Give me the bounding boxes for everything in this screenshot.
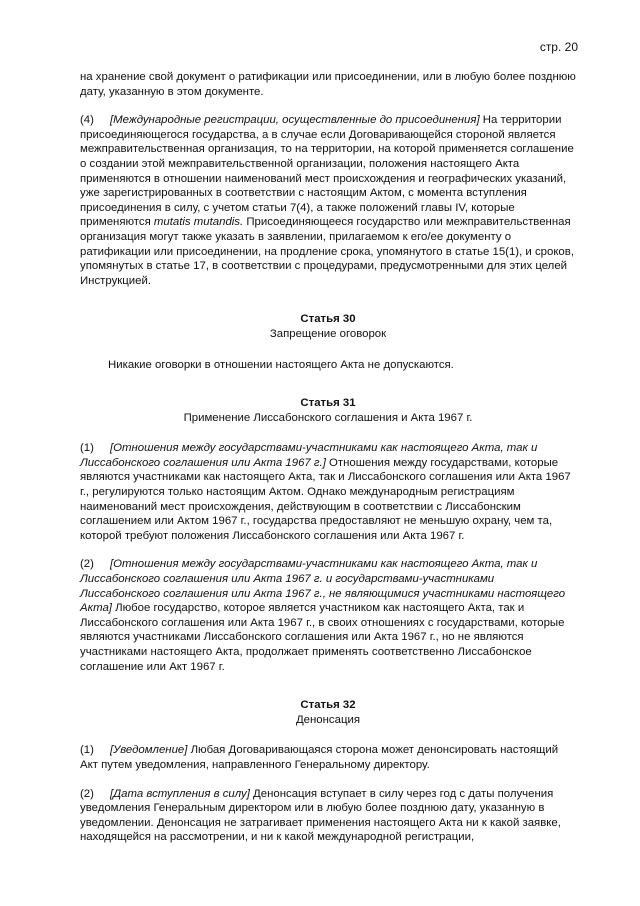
intro-paragraph: на хранение свой документ о ратификации или присоединении, или в любую более позднюю дату, указанную в этом документе.: [80, 71, 576, 98]
article-subtitle: Запрещение оговорок: [269, 327, 387, 340]
page-number: стр. 20: [539, 40, 578, 54]
article-subtitle: Денонсация: [295, 713, 361, 726]
article-31-paragraph-1: [80, 441, 576, 543]
article-title: Статья 30: [300, 313, 356, 326]
paragraph-text: Любая Договаривающаяся сторона может денонсировать настоящий Акт путем уведомления, направленного Генеральному директору.: [80, 744, 559, 771]
paragraph-text: На территории присоединяющегося государства, а в случае если Договаривающейся стороной является межправительственная организация, то на территории, на которой применяется соглашение о создании этой межправительственной организации, положения настоящего Акта применяются в отношении наименований мест происхождения и географических указаний, уже зарегистрированных в соответствии с настоящим Актом, с момента вступления присоединения в силу, с учетом статьи 7(4), а также положений главы IV, которые применяются: [80, 114, 574, 229]
latin-phrase: mutatis mutandis.: [153, 216, 244, 229]
article-32-paragraph-2: [80, 787, 576, 845]
article-title: Статья 31: [300, 397, 356, 410]
paragraph-number: (2): [80, 558, 94, 571]
paragraph-heading: [Отношения между государствами-участниками как настоящего Акта, так и Лиссабонского соглашения или Акта 1967 г. и государствами-участниками Лиссабонского соглашения или Акта 1967 г., не являющимися участниками настоящего Акта]: [80, 558, 566, 615]
paragraph-heading: [Дата вступления в силу]: [110, 787, 250, 800]
article-31-paragraph-2: [80, 557, 576, 674]
article-32-paragraph-1: [80, 743, 576, 772]
paragraph-text: Любое государство, которое является участником как настоящего Акта, так и Лиссабонского соглашения или Акта 1967 г., в своих отношениях с государствами, которые являются участниками Лиссабонского соглашения или Акта 1967 г., но не являются участниками настоящего Акта, продолжает применять соответственно Лиссабонское соглашение или Акт 1967 г.: [80, 602, 565, 673]
paragraph-number: (2): [80, 787, 94, 800]
paragraph-text: Отношения между государствами, которые являются участниками как настоящего Акта, так и Лиссабонского соглашения или Акта 1967 г., регулируются только настоящим Актом. Однако международным регистрациям наименований мест происхождения, действующим в соответствии с Лиссабонским соглашением или Актом 1967 г., государства предоставляют не меньшую охрану, чем та, которой требуют положения Лиссабонского соглашения или Акта 1967 г.: [80, 456, 571, 542]
article-32-heading: [80, 698, 576, 727]
paragraph-text: Присоединяющееся государство или межправительственная организация могут также указать в заявлении, прилагаемом к его/ее документу о ратификации или присоединении, на продление срока, упомянутого в статье 15(1), и сроков, упомянутых в статье 17, в соответствии с процедурами, предусмотренными для этих целей Инструкцией.: [80, 216, 574, 287]
paragraph-number: (1): [80, 744, 94, 757]
document-body: [80, 70, 576, 845]
paragraph-heading: [Уведомление]: [110, 744, 188, 757]
article-title: Статья 32: [300, 699, 356, 712]
paragraph-text: Денонсация вступает в силу через год с даты получения уведомления Генеральным директором или в любую более позднюю дату, указанную в уведомлении. Денонсация не затрагивает применения настоящего Акта ни к какой заявке, находящейся на рассмотрении, и ни к какой международной регистрации,: [80, 787, 561, 844]
paragraph-number: (1): [80, 442, 94, 455]
paragraph-number: (4): [80, 114, 94, 127]
paragraph-4: [80, 113, 576, 288]
paragraph-heading: [Отношения между государствами-участниками как настоящего Акта, так и Лиссабонского соглашения или Акта 1967 г.]: [80, 442, 538, 469]
article-30-text: Никакие оговорки в отношении настоящего Акта не допускаются.: [108, 358, 454, 371]
article-30-heading: [80, 312, 576, 341]
article-subtitle: Применение Лиссабонского соглашения и Акта 1967 г.: [183, 411, 473, 424]
paragraph-heading: [Международные регистрации, осуществленные до присоединения]: [110, 114, 480, 127]
article-31-heading: [80, 396, 576, 425]
